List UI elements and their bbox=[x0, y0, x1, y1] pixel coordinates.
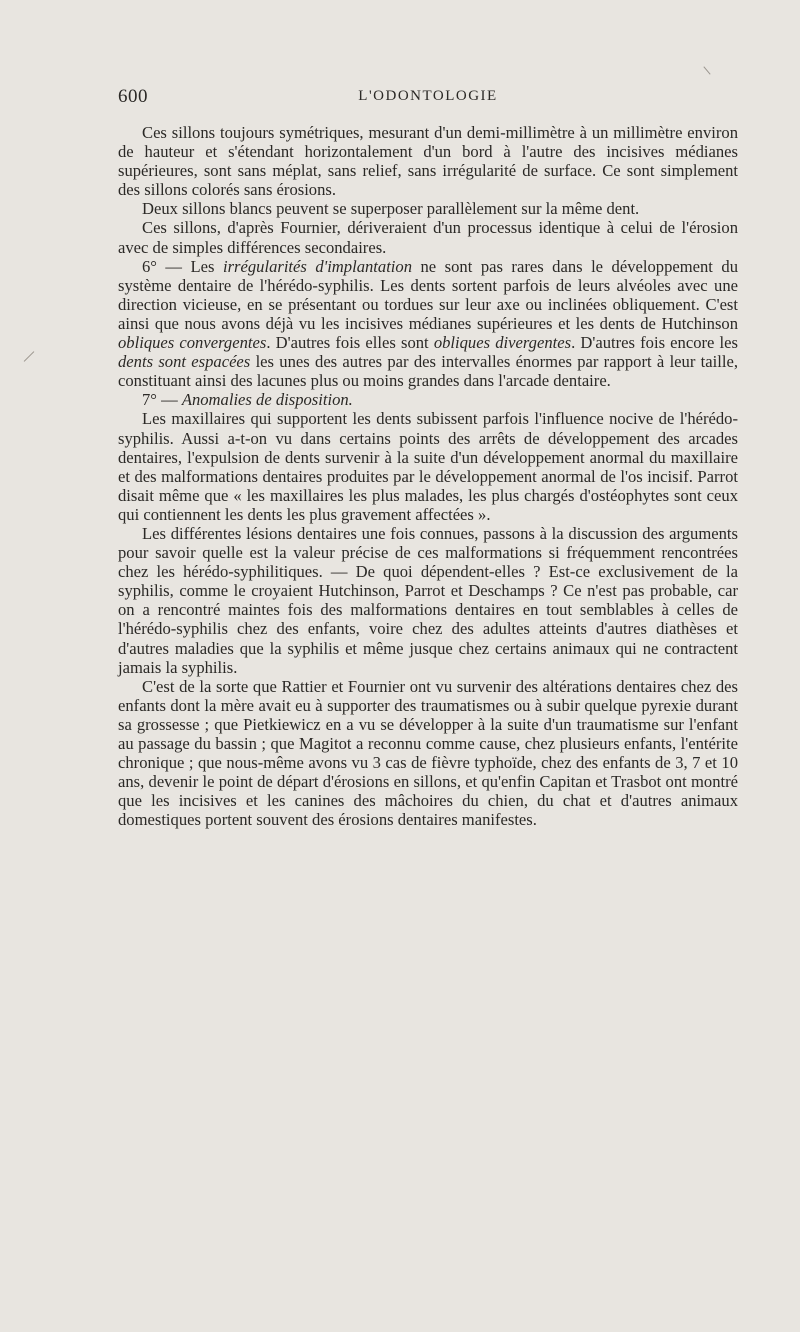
text-run: Les maxillaires qui supportent les dents subissent parfois l'influence nocive de l'hérédo-syphilis. Aussi a-t-on vu dans certains points des arrêts de développement des arcades dentaires, l'expulsion de dents survenir à la suite d'un développement anormal du maxillaire et des malformations dentaires produites par le développement anormal de l'os incisif. Parrot disait même que « les maxillaires les plus malades, les plus chargés d'ostéophytes sont ceux qui contiennent les dents les plus gravement affectées ». bbox=[118, 409, 738, 524]
text-run: . D'autres fois encore les bbox=[571, 333, 738, 353]
paragraph bbox=[118, 524, 738, 677]
margin-pencil-mark bbox=[24, 351, 35, 362]
running-head: L'ODONTOLOGIE bbox=[358, 88, 498, 104]
paragraph bbox=[118, 199, 738, 218]
paragraph bbox=[118, 390, 738, 409]
text-run: . D'autres fois elles sont bbox=[266, 333, 434, 353]
italic-text: obliques convergentes bbox=[118, 333, 267, 353]
page-header bbox=[118, 86, 738, 114]
italic-text: dents sont espacées bbox=[118, 352, 251, 372]
text-run: Ces sillons toujours symétriques, mesurant d'un demi-millimètre à un millimètre environ de hauteur et s'étendant horizontalement d'un bord à l'autre des incisives médianes supérieures, sont sans méplat, sans relief, sans irrégularité de surface. Ce sont simplement des sillons colorés sans érosions. bbox=[118, 123, 738, 200]
italic-text: irrégularités d'implantation bbox=[222, 256, 413, 276]
text-run: ne sont pas rares dans le développement du système dentaire de l'hérédo-syphilis. Les dents sortent parfois de leurs alvéoles avec une direction vicieuse, en se présentant ou tordues sur leur axe ou inclinées obliquement. C'est ainsi que nous avons déjà vu les incisives médianes supérieures et les dents de Hutchinson bbox=[118, 256, 738, 333]
text-run: 7° — bbox=[142, 390, 182, 410]
paragraph bbox=[118, 123, 738, 199]
text-run: les unes des autres par des intervalles énormes par rapport à leur taille, constituant ainsi des lacunes plus ou moins grandes dans l'arcade dentaire. bbox=[118, 352, 738, 391]
body-text bbox=[118, 123, 738, 829]
paragraph bbox=[118, 257, 738, 391]
paragraph bbox=[118, 409, 738, 524]
paragraph bbox=[118, 677, 738, 830]
margin-pencil-mark bbox=[703, 66, 710, 74]
italic-text: Anomalies de disposition. bbox=[181, 390, 353, 410]
paragraph bbox=[118, 218, 738, 256]
text-run: Ces sillons, d'après Fournier, dériveraient d'un processus identique à celui de l'érosion avec de simples différences secondaires. bbox=[118, 218, 738, 257]
text-run: C'est de la sorte que Rattier et Fournier ont vu survenir des altérations dentaires chez des enfants dont la mère avait eu à supporter des traumatismes ou à subir quelque pyrexie durant sa grossesse ; que Pietkiewicz en a vu se développer à la suite d'un traumatisme sur l'enfant au passage du bassin ; que Magitot a reconnu comme cause, chez plusieurs enfants, l'entérite chronique ; que nous-même avons vu 3 cas de fièvre typhoïde, chez des enfants de 3, 7 et 10 ans, devenir le point de départ d'érosions en sillons, et qu'enfin Capitan et Trasbot ont montré que les incisives et les canines des mâchoires du chien, du chat et d'autres animaux domestiques portent souvent des érosions dentaires manifestes. bbox=[118, 676, 738, 830]
text-run: Les différentes lésions dentaires une fois connues, passons à la discussion des arguments pour savoir quelle est la valeur précise de ces malformations si fréquemment rencontrées chez les hérédo-syphilitiques. — De quoi dépendent-elles ? Est-ce exclusivement de la syphilis, comme le croyaient Hutchinson, Parrot et Deschamps ? Ce n'est pas probable, car on a rencontré maintes fois des malformations dentaires en tout semblables à celles de l'hérédo-syphilis chez des enfants, voire chez des adultes atteints d'autres diathèses et d'autres maladies que la syphilis et même jusque chez certains animaux qui ne contractent jamais la syphilis. bbox=[118, 523, 738, 677]
page-number: 600 bbox=[118, 86, 148, 107]
text-run: 6° — Les bbox=[142, 256, 223, 276]
italic-text: obliques divergentes bbox=[433, 333, 572, 353]
text-run: Deux sillons blancs peuvent se superposer parallèlement sur la même dent. bbox=[142, 199, 640, 219]
